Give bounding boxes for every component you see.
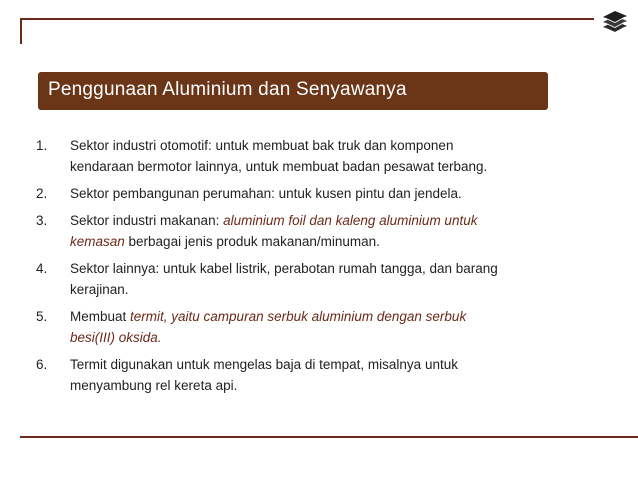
list-item-line (70, 306, 616, 327)
list-item-line (70, 183, 616, 204)
body-text: Membuat (70, 309, 131, 324)
body-text: Sektor industri makanan: (70, 213, 224, 228)
list-item-number: 1. (36, 138, 48, 153)
body-text: kerajinan. (70, 282, 129, 297)
list-item (36, 135, 616, 177)
list-item-line (70, 375, 616, 396)
list-item (36, 258, 616, 300)
list-item (36, 354, 616, 396)
book-stack-icon (601, 10, 629, 34)
list-item-number: 6. (36, 357, 48, 372)
list-item-line (70, 231, 616, 252)
body-text: menyambung rel kereta api. (70, 378, 238, 393)
list-item (36, 210, 616, 252)
emphasis-text: besi(III) oksida. (70, 330, 162, 345)
body-text: kendaraan bermotor lainnya, untuk membuat badan pesawat terbang. (70, 159, 488, 174)
body-text: Termit digunakan untuk mengelas baja di tempat, misalnya untuk (70, 357, 458, 372)
list-item-number: 2. (36, 186, 48, 201)
emphasis-text: termit, yaitu campuran serbuk aluminium dengan serbuk (130, 309, 467, 324)
list-item (36, 183, 616, 204)
slide-title-text: Penggunaan Aluminium dan Senyawanya (48, 79, 407, 100)
bottom-rule (20, 436, 638, 438)
emphasis-text: aluminium foil dan kaleng aluminium untuk (223, 213, 478, 228)
body-text: berbagai jenis produk makanan/minuman. (124, 234, 380, 249)
top-rule (20, 18, 594, 20)
list-item-line (70, 258, 616, 279)
list-item-line (70, 354, 616, 375)
list-item-line (70, 327, 616, 348)
list-item-number: 3. (36, 213, 48, 228)
list-item (36, 306, 616, 348)
list-item-number: 4. (36, 261, 48, 276)
slide-title (38, 72, 548, 110)
list-item-line (70, 279, 616, 300)
body-text: Sektor industri otomotif: untuk membuat bak truk dan komponen (70, 138, 454, 153)
uses-list (36, 135, 616, 402)
left-rule-tick (20, 18, 22, 44)
list-item-line (70, 135, 616, 156)
body-text: Sektor lainnya: untuk kabel listrik, perabotan rumah tangga, dan barang (70, 261, 498, 276)
list-item-line (70, 156, 616, 177)
list-item-line (70, 210, 616, 231)
emphasis-text: kemasan (70, 234, 125, 249)
list-item-number: 5. (36, 309, 48, 324)
body-text: Sektor pembangunan perumahan: untuk kusen pintu dan jendela. (70, 186, 462, 201)
